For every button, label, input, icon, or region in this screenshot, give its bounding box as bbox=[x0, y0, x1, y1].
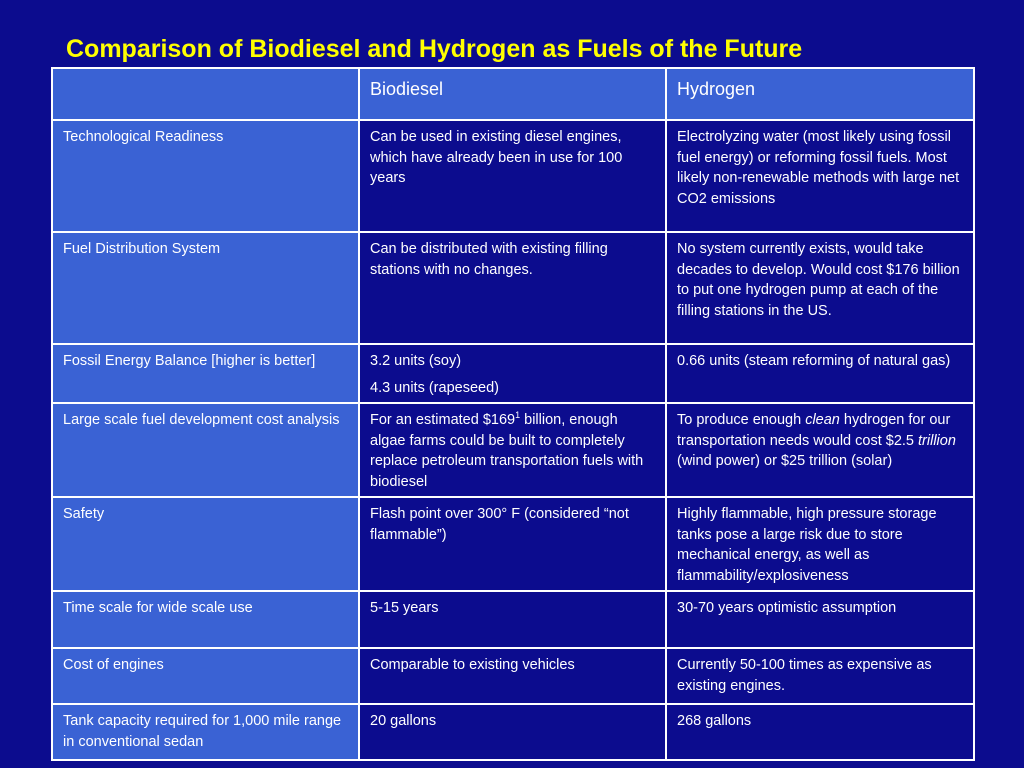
row-label: Cost of engines bbox=[52, 648, 359, 704]
table-row bbox=[52, 497, 974, 591]
biodiesel-cell bbox=[359, 591, 666, 648]
table-row bbox=[52, 344, 974, 403]
hydrogen-cell bbox=[666, 403, 974, 497]
table-header-row bbox=[52, 68, 974, 120]
cell-text: Can be used in existing diesel engines, which have already been in use for 100 years bbox=[370, 129, 623, 186]
table-row bbox=[52, 232, 974, 344]
biodiesel-cell bbox=[359, 648, 666, 704]
hydrogen-cell bbox=[666, 497, 974, 591]
table-row bbox=[52, 704, 974, 760]
row-label: Large scale fuel development cost analysis bbox=[52, 403, 359, 497]
hydrogen-cell bbox=[666, 120, 974, 232]
row-label: Fossil Energy Balance [higher is better] bbox=[52, 344, 359, 403]
cell-text: 5-15 years bbox=[370, 600, 439, 616]
cell-text: 3.2 units (soy) bbox=[370, 353, 462, 369]
comparison-table bbox=[51, 67, 975, 761]
cell-text: Can be distributed with existing filling stations with no changes. bbox=[370, 241, 608, 278]
table-row bbox=[52, 120, 974, 232]
biodiesel-cell bbox=[359, 120, 666, 232]
hydrogen-cell bbox=[666, 232, 974, 344]
header-cell-biodiesel: Biodiesel bbox=[359, 68, 666, 120]
header-cell-empty bbox=[52, 68, 359, 120]
cell-text: To produce enough clean hydrogen for our transportation needs would cost $2.5 trillion (wind power) or $25 trillion (solar) bbox=[677, 412, 956, 469]
footnote-marker: 1 bbox=[515, 410, 521, 421]
cell-text: 20 gallons bbox=[370, 713, 437, 729]
cell-text: Flash point over 300° F (considered “not flammable”) bbox=[370, 506, 629, 543]
slide-title: Comparison of Biodiesel and Hydrogen as Fuels of the Future bbox=[66, 35, 803, 63]
hydrogen-cell bbox=[666, 704, 974, 760]
row-label: Time scale for wide scale use bbox=[52, 591, 359, 648]
row-label: Tank capacity required for 1,000 mile range in conventional sedan bbox=[52, 704, 359, 760]
cell-text: Currently 50-100 times as expensive as existing engines. bbox=[677, 657, 932, 694]
row-label: Fuel Distribution System bbox=[52, 232, 359, 344]
cell-text: No system currently exists, would take decades to develop. Would cost $176 billion to put one hydrogen pump at each of the filling stations in the US. bbox=[677, 241, 960, 319]
hydrogen-cell bbox=[666, 648, 974, 704]
cell-text: Comparable to existing vehicles bbox=[370, 657, 575, 673]
row-label: Safety bbox=[52, 497, 359, 591]
cell-text: 0.66 units (steam reforming of natural gas) bbox=[677, 353, 951, 369]
cell-text: For an estimated $\$169^1$ billion, enough algae farms could be built to completely replace petroleum transportation fuels with biodiesel bbox=[370, 410, 644, 490]
cell-text: Highly flammable, high pressure storage tanks pose a large risk due to store mechanical energy, as well as flammability/explosiveness bbox=[677, 506, 937, 584]
cell-text: 30-70 years optimistic assumption bbox=[677, 600, 897, 616]
hydrogen-cell bbox=[666, 591, 974, 648]
table-row bbox=[52, 591, 974, 648]
header-cell-hydrogen: Hydrogen bbox=[666, 68, 974, 120]
table-row bbox=[52, 403, 974, 497]
cell-text: 268 gallons bbox=[677, 713, 752, 729]
biodiesel-cell bbox=[359, 403, 666, 497]
cell-text: Electrolyzing water (most likely using fossil fuel energy) or reforming fossil fuels. Most likely non-renewable methods with large net CO2 emissions bbox=[677, 129, 960, 207]
biodiesel-cell bbox=[359, 232, 666, 344]
biodiesel-cell bbox=[359, 344, 666, 403]
cell-text: 4.3 units (rapeseed) bbox=[370, 379, 499, 396]
row-label: Technological Readiness bbox=[52, 120, 359, 232]
biodiesel-cell bbox=[359, 497, 666, 591]
table-row bbox=[52, 648, 974, 704]
hydrogen-cell bbox=[666, 344, 974, 403]
biodiesel-cell bbox=[359, 704, 666, 760]
